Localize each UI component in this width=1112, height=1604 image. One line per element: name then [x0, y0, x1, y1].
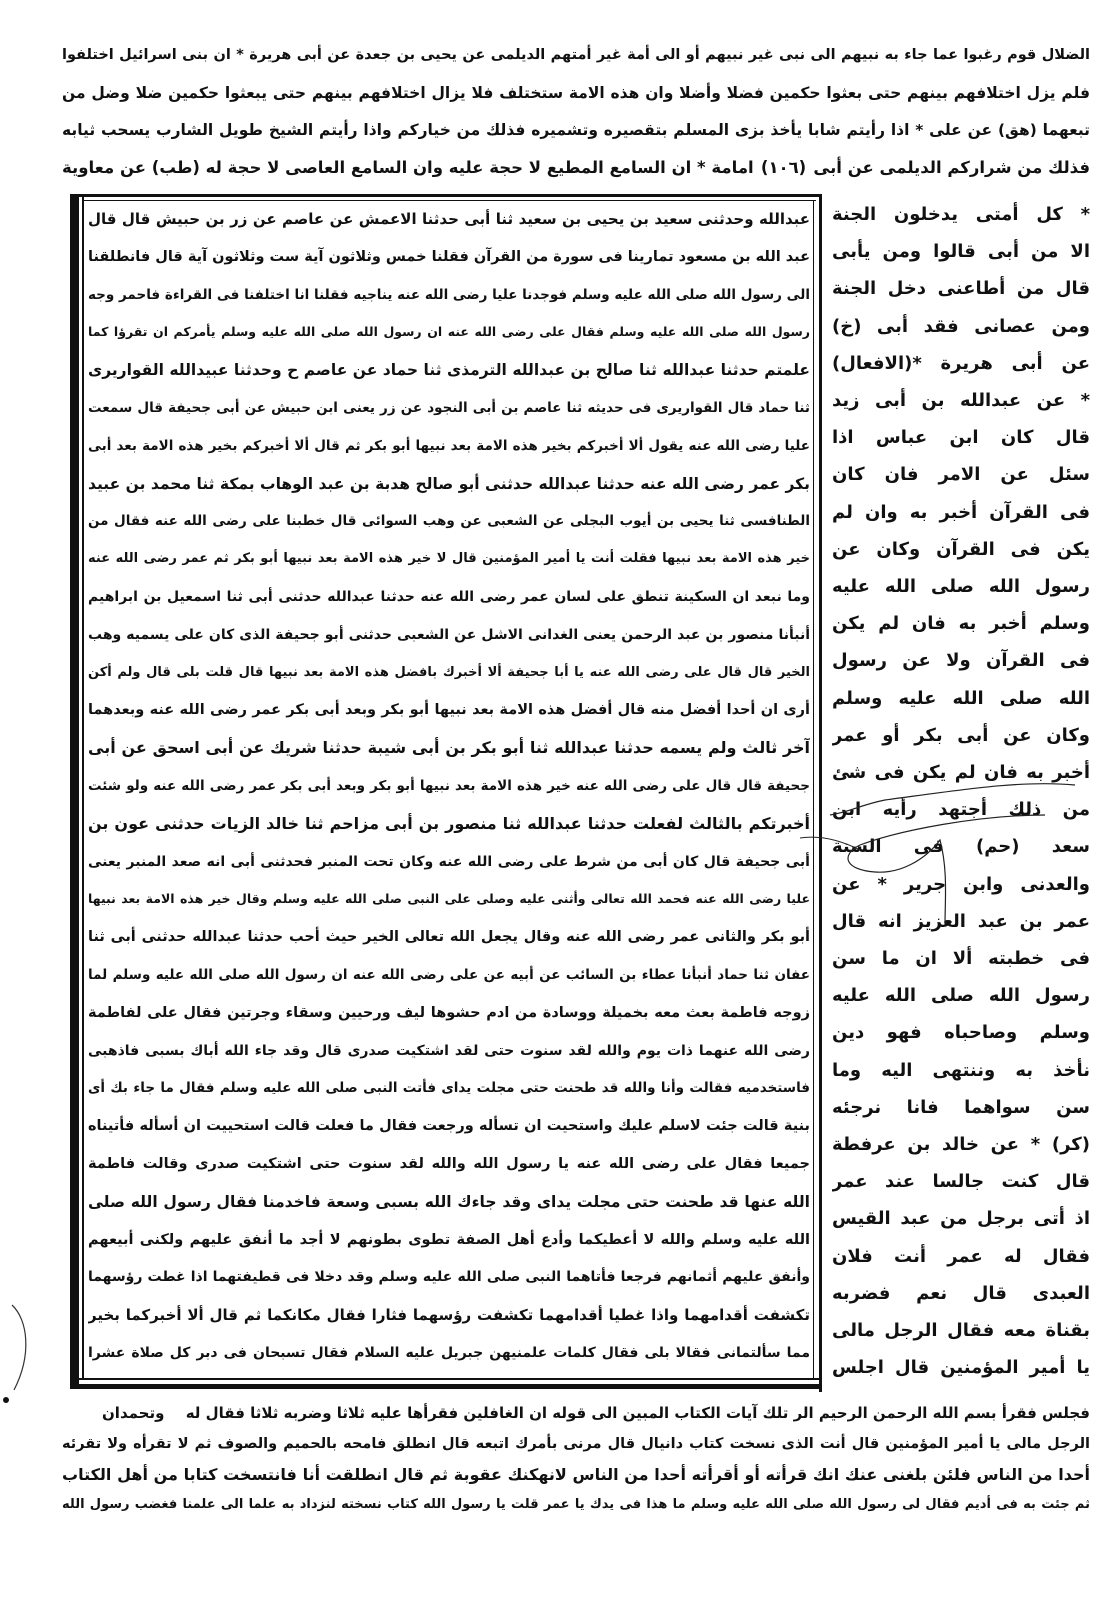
bottom-line-right-part: فجلس فقرأ بسم الله الرحمن الرحيم الر تلك آيات الكتاب المبين الى قوله ان الغافلين فقرأها عليه ثلاثا وضربه ثلاثا فقال له [185, 1404, 1090, 1422]
margin-text-line: الا من أبى قالوا ومن يأبى [832, 241, 1090, 263]
main-text-line: أرى ان أحدا أفضل منه قال أفضل هذه الامة بعد نبيها أبو بكر وبعد أبى بكر عمر رضى الله عنه وبعدهما [88, 702, 810, 719]
margin-text-line: بقناة معه فقال الرجل مالى [832, 1320, 1090, 1341]
main-text-line: وما نبعد ان السكينة تنطق على لسان عمر رضى الله عنه حدثنا عبدالله حدثنى أبى ثنا اسمعيل بن ابراهيم [88, 589, 810, 605]
margin-text-line: الله صلى الله عليه وسلم [832, 687, 1090, 709]
main-text-line: عفان ثنا حماد أنبأنا عطاء بن السائب عن أبيه عن على رضى الله عنه ان رسول الله صلى الله عليه وسلم لما [88, 967, 810, 983]
frame-border-left-inner [82, 196, 84, 1378]
page-number: (١٠٦) [760, 158, 807, 177]
margin-text-line: عن أبى هريرة *(الافعال) [832, 352, 1090, 374]
main-text-line: جحيفة قال قال على رضى الله عنه خير هذه الامة بعد نبيها أبو بكر وبعد أبى بكر عمر رضى الله عنه ولو شئت [88, 778, 810, 794]
margin-text-line: يا أمير المؤمنين قال اجلس [832, 1357, 1090, 1379]
margin-text-line: قال كان ابن عباس اذا [832, 427, 1090, 449]
bottom-line: ثم جئت به فى أديم فقال لى رسول الله صلى الله عليه وسلم ما هذا فى يدك يا عمر قلت يا رسول الله كتاب نسخته لنزداد به علما الى علمنا فغضب رسول الله [62, 1497, 1090, 1512]
main-text-line: رضى الله عنهما ذات يوم والله لقد سنوت حتى لقد اشتكيت صدرى قال وقد جاء الله أباك بسبى فاذهبى [88, 1042, 810, 1059]
bottom-line: الرجل مالى يا أمير المؤمنين قال أنت الذى نسخت كتاب دانيال قال مرنى بأمرك اتبعه قال انطلق فامحه بالحميم والصوف ثم لا تقرأه ولا تقرئه [62, 1436, 1090, 1452]
bottom-line: أحدا من الناس فلئن بلغنى عنك انك قرأته أو أقرأته أحدا من الناس لانهكنك عقوبة ثم قال انطلقت أنا فانتسخت كتابا من أهل الكتاب [62, 1465, 1090, 1484]
main-text-line: رسول الله صلى الله عليه وسلم فقال على رضى الله عنه ان رسول الله صلى الله عليه وسلم يأمركم ان تقرؤا كما [88, 324, 810, 340]
margin-text-line: سئل عن الامر فان كان [832, 464, 1090, 486]
margin-text-line: رسول الله صلى الله عليه [832, 985, 1090, 1007]
margin-text-line: اذ أتى برجل من عبد القيس [832, 1208, 1090, 1230]
frame-border-left [70, 196, 79, 1386]
frame-border-top [70, 194, 822, 197]
margin-text-line: نأخذ به وننتهى اليه وما [832, 1059, 1090, 1081]
main-text-line: أخبرتكم بالثالث لفعلت حدثنا عبدالله ثنا منصور بن أبى مزاحم ثنا خالد الزيات حدثنى عون بن [88, 813, 810, 833]
top-line: تبعهما (هق) عن على * اذا رأيتم شابا يأخذ بزى المسلم بتقصيره وتشميره فذلك من خياركم واذا رأيتم الشيخ طويل الشارب يسحب ثيابه [62, 121, 1090, 139]
main-text-line: أبى جحيفة قال كان أبى من شرط على رضى الله عنه وكان تحت المنبر فحدثنى أبى انه صعد المنبر يعنى [88, 853, 810, 870]
margin-text-line: أخبر به فان لم يكن فى شئ [832, 762, 1090, 783]
top-line: فلم يزل اختلافهم بينهم حتى بعثوا حكمين فضلا وأضلا وان هذه الامة ستختلف فلا يزال اختلافهم بينهم حتى يبعثوا حكمين ضلا وضل من [62, 84, 1090, 102]
margin-text-line: وكان عن أبى بكر أو عمر [832, 724, 1090, 746]
margin-text-line: فى خطبته ألا ان ما سن [832, 948, 1090, 969]
main-text-line: ثنا حماد قال القواريرى فى حديثه ثنا عاصم بن أبى النجود عن زر يعنى ابن حبيش عن أبى جحيفة قال سمعت [88, 400, 810, 416]
frame-border-bottom-inner [70, 1378, 822, 1380]
frame-border-bottom [70, 1384, 822, 1389]
main-text-line: الطنافسى ثنا يحيى بن أيوب البجلى عن الشعبى عن وهب السوائى قال خطبنا على رضى الله عنه فقال من [88, 513, 810, 530]
margin-text-line: ومن عصانى فقد أبى (خ) [832, 315, 1090, 337]
margin-text-line: سن سواهما فانا نرجئه [832, 1096, 1090, 1118]
bottom-line [62, 1398, 1090, 1430]
main-text-line: أبو بكر والثانى عمر رضى الله عنه وقال يجعل الله تعالى الخير حيث أحب حدثنا عبدالله حدثنى أبى ثنا [88, 929, 810, 946]
main-text-line: الخير قال قال على رضى الله عنه يا أبا جحيفة ألا أخبرك بافضل هذه الامة بعد نبيها قال قلت بلى قال ولم أكن [88, 664, 810, 680]
margin-text-line: رسول الله صلى الله عليه [832, 576, 1090, 597]
main-text-line: عليا رضى الله عنه فحمد الله تعالى وأثنى عليه وصلى على النبى صلى الله عليه وسلم وقال خير هذه الامة بعد نبيها [88, 891, 810, 907]
margin-text-line: فى القرآن ولا عن رسول [832, 650, 1090, 672]
main-text-line: فاستخدميه فقالت وأنا والله قد طحنت حتى مجلت يداى فأتت النبى صلى الله عليه وسلم فقال ما جاء بك أى [88, 1080, 810, 1097]
margin-text-line: * كل أمتى يدخلون الجنة [832, 204, 1090, 225]
main-text-line: بنية قالت جئت لاسلم عليك واستحيت ان تسأله ورجعت فقال ما فعلت قالت استحييت ان أسأله فأتيناه [88, 1118, 810, 1135]
margin-text-line: وسلم أخبر به فان لم يكن [832, 613, 1090, 635]
margin-text-line: فقال له عمر أنت فلان [832, 1245, 1090, 1267]
top-line-left-part: امامة * ان السامع المطيع لا حجة عليه وان السامع العاصى لا حجة له (طب) عن معاوية [62, 158, 754, 177]
margin-text-line: * عن عبدالله بن أبى زيد [832, 390, 1090, 411]
main-text-line: زوجه فاطمة بعث معه بخميلة ووسادة من ادم حشوها ليف ورحيين وسقاء وجرتين فقال على لفاطمة [88, 1004, 810, 1021]
margin-text-line: العبدى قال نعم فضربه [832, 1282, 1090, 1304]
main-text-line: عبد الله بن مسعود تمارينا فى سورة من القرآن فقلنا خمس وثلاثون آية ست وثلاثون آية قال فانطلقنا [88, 248, 810, 265]
frame-border-top-inner [82, 200, 816, 201]
main-text-line: أنبأنا منصور بن عبد الرحمن يعنى الغدانى الاشل عن الشعبى حدثنى أبو جحيفة الذى كان على يسميه وهب [88, 626, 810, 643]
top-line-right-part: فذلك من شراركم الديلمى عن أبى [813, 158, 1090, 177]
main-text-line: علمتم حدثنا عبدالله ثنا صالح بن عبدالله الترمذى ثنا حماد عن عاصم ح وحدثنا عبيدالله القواريرى [88, 361, 810, 380]
top-line: الضلال قوم رغبوا عما جاء به نبيهم الى نبى غير نبيهم أو الى أمة غير أمتهم الديلمى عن يحيى بن جعدة عن أبى هريرة * ان بنى اسرائيل اختلفوا [62, 47, 1090, 63]
margin-text-line: فى القرآن أخبر به وان لم [832, 501, 1090, 523]
margin-text-line: من ذلك أجتهد رأيه ابن [832, 799, 1090, 821]
frame-border-right [819, 194, 822, 1392]
main-text-line: تكشفت أقدامهما واذا غطيا أقدامهما تكشفت رؤسهما فثارا فقال مكانكما ثم قال ألا أخبركما بخير [88, 1306, 810, 1325]
top-line-with-page-number [62, 153, 1090, 185]
main-text-line: آخر ثالث ولم يسمه حدثنا عبدالله ثنا أبو بكر بن أبى شيبة حدثنا شريك عن أبى اسحق عن أبى [88, 738, 810, 758]
bottom-line-left-part: وتحمدان [102, 1404, 165, 1422]
main-text-line: عليا رضى الله عنه يقول ألا أخبركم بخير هذه الامة بعد نبيها أبو بكر ثم قال ألا أخبركم بخير هذه الامة بعد أبى [88, 437, 810, 454]
margin-text-line: قال من أطاعنى دخل الجنة [832, 278, 1090, 300]
margin-text-line: عمر بن عبد العزيز انه قال [832, 910, 1090, 932]
margin-text-line: وسلم وصاحباه فهو دين [832, 1022, 1090, 1044]
main-text-line: وأنفق عليهم أثمانهم فرجعا فأتاهما النبى صلى الله عليه وسلم وقد دخلا فى قطيفتهما اذا غطت رؤسهما [88, 1269, 810, 1286]
margin-text-line: سعد (حم) فى السنة [832, 836, 1090, 858]
frame-border-right-inner [813, 200, 814, 1378]
main-text-line: الله عنها قد طحنت حتى مجلت يداى وقد جاءك الله بسبى وسعة فاخدمنا فقال رسول الله صلى [88, 1192, 810, 1211]
main-text-line: بكر عمر رضى الله عنه حدثنا عبدالله حدثنى أبو صالح هدبة بن عبد الوهاب بمكة ثنا محمد بن عبيد [88, 474, 810, 493]
main-text-line: الله عليه وسلم والله لا أعطيكما وأدع أهل الصفة تطوى بطونهم لا أجد ما أنفق عليهم ولكنى أبيعهم [88, 1231, 810, 1248]
margin-text-line: يكن فى القرآن وكان عن [832, 538, 1090, 560]
margin-text-line: (كر) * عن خالد بن عرفطة [832, 1134, 1090, 1155]
margin-text-line: قال كنت جالسا عند عمر [832, 1171, 1090, 1193]
margin-text-line: والعدنى وابن جرير * عن [832, 873, 1090, 895]
main-text-line: جميعا فقال على رضى الله عنه يا رسول الله والله لقد سنوت حتى اشتكيت صدرى وقالت فاطمة [88, 1156, 810, 1172]
main-text-line: الى رسول الله صلى الله عليه وسلم فوجدنا عليا رضى الله عنه يناجيه فقلنا انا اختلفنا فى القراءة فاحمر وجه [88, 286, 810, 303]
main-text-line: مما سألتمانى فقالا بلى فقال كلمات علمنيهن جبريل عليه السلام فقال تسبحان فى دبر كل صلاة عشرا [88, 1345, 810, 1361]
main-text-line: خير هذه الامة بعد نبيها فقلت أنت يا أمير المؤمنين قال لا خير هذه الامة بعد نبيها أبو بكر ثم عمر رضى الله عنه [88, 551, 810, 567]
main-text-line: عبدالله وحدثنى سعيد بن يحيى بن سعيد ثنا أبى حدثنا الاعمش عن عاصم عن زر بن حبيش قال قال [88, 210, 810, 228]
